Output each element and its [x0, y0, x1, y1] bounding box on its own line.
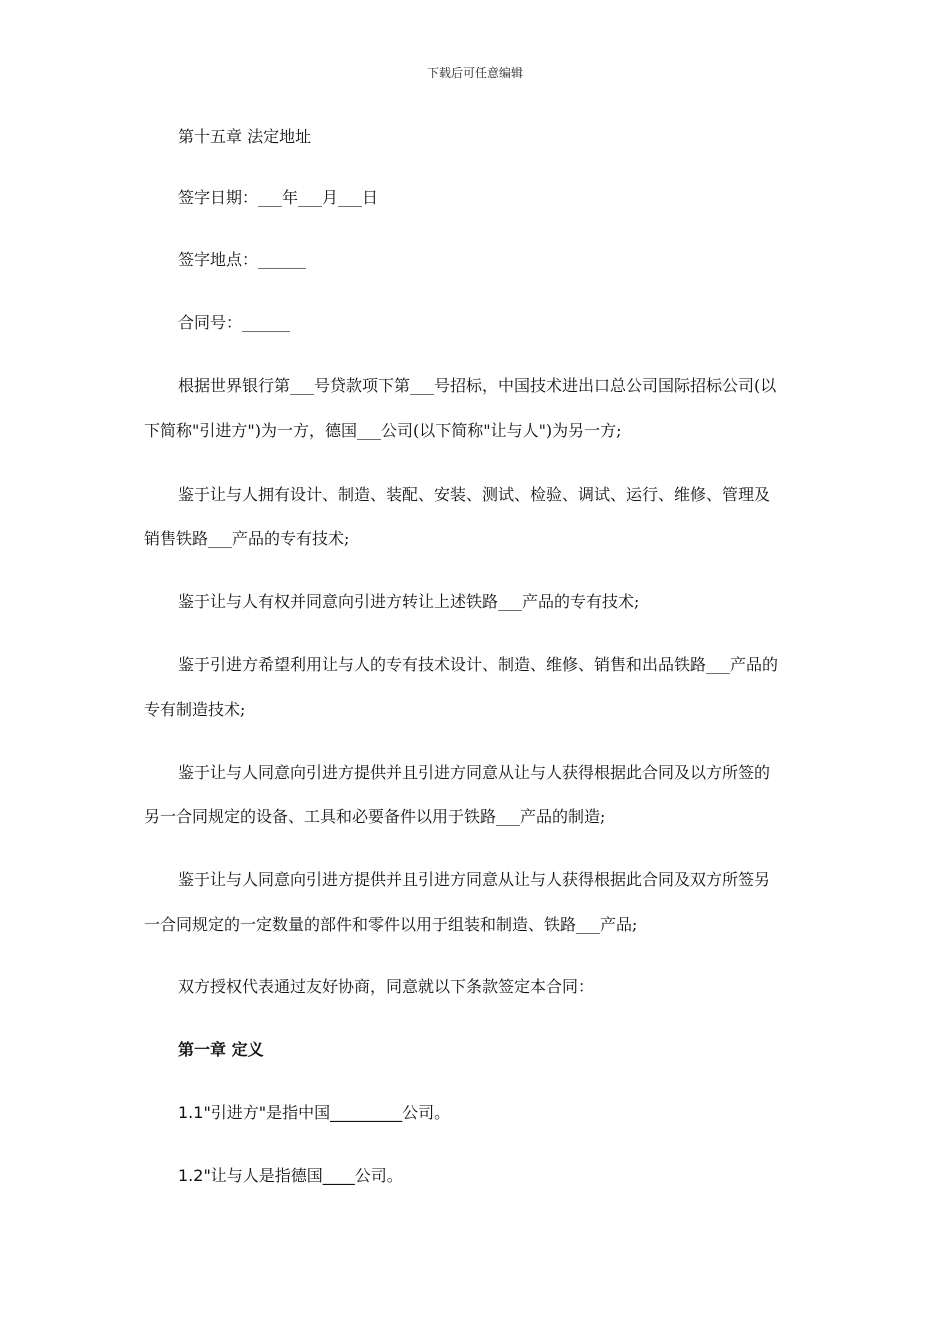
paragraph-3-line-1: 鉴于让与人有权并同意向引进方转让上述铁路___产品的专有技术; [178, 592, 640, 611]
definition-1-1: 1.1"引进方"是指中国_________公司。 [178, 1103, 451, 1122]
paragraph-4-line-2: 专有制造技术; [144, 700, 246, 719]
paragraph-6-line-2: 一合同规定的一定数量的部件和零件以用于组装和制造、铁路___产品; [144, 915, 638, 934]
paragraph-4-line-1: 鉴于引进方希望利用让与人的专有技术设计、制造、维修、销售和出品铁路___产品的 [178, 655, 779, 674]
paragraph-1-line-1: 根据世界银行第___号贷款项下第___号招标，中国技术进出口总公司国际招标公司(以 [178, 376, 777, 395]
contract-number: 合同号：______ [178, 313, 291, 332]
page-header-note: 下载后可任意编辑 [426, 66, 523, 80]
definition-1-2: 1.2"让与人是指德国____公司。 [178, 1166, 403, 1185]
signing-date: 签字日期：___年___月___日 [178, 188, 379, 207]
paragraph-7-line-1: 双方授权代表通过友好协商，同意就以下条款签定本合同： [178, 977, 595, 996]
chapter-1-title: 第一章 定义 [178, 1040, 264, 1059]
paragraph-1-line-2: 下简称"引进方")为一方，德国___公司(以下简称"让与人")为另一方; [144, 421, 622, 440]
signing-place: 签字地点：______ [178, 250, 307, 269]
paragraph-2-line-2: 销售铁路___产品的专有技术; [144, 529, 350, 548]
paragraph-6-line-1: 鉴于让与人同意向引进方提供并且引进方同意从让与人获得根据此合同及双方所签另 [178, 870, 771, 889]
chapter-15-title: 第十五章 法定地址 [178, 127, 312, 146]
paragraph-5-line-2: 另一合同规定的设备、工具和必要备件以用于铁路___产品的制造; [144, 807, 606, 826]
paragraph-5-line-1: 鉴于让与人同意向引进方提供并且引进方同意从让与人获得根据此合同及以方所签的 [178, 763, 771, 782]
paragraph-2-line-1: 鉴于让与人拥有设计、制造、装配、安装、测试、检验、调试、运行、维修、管理及 [178, 485, 771, 504]
